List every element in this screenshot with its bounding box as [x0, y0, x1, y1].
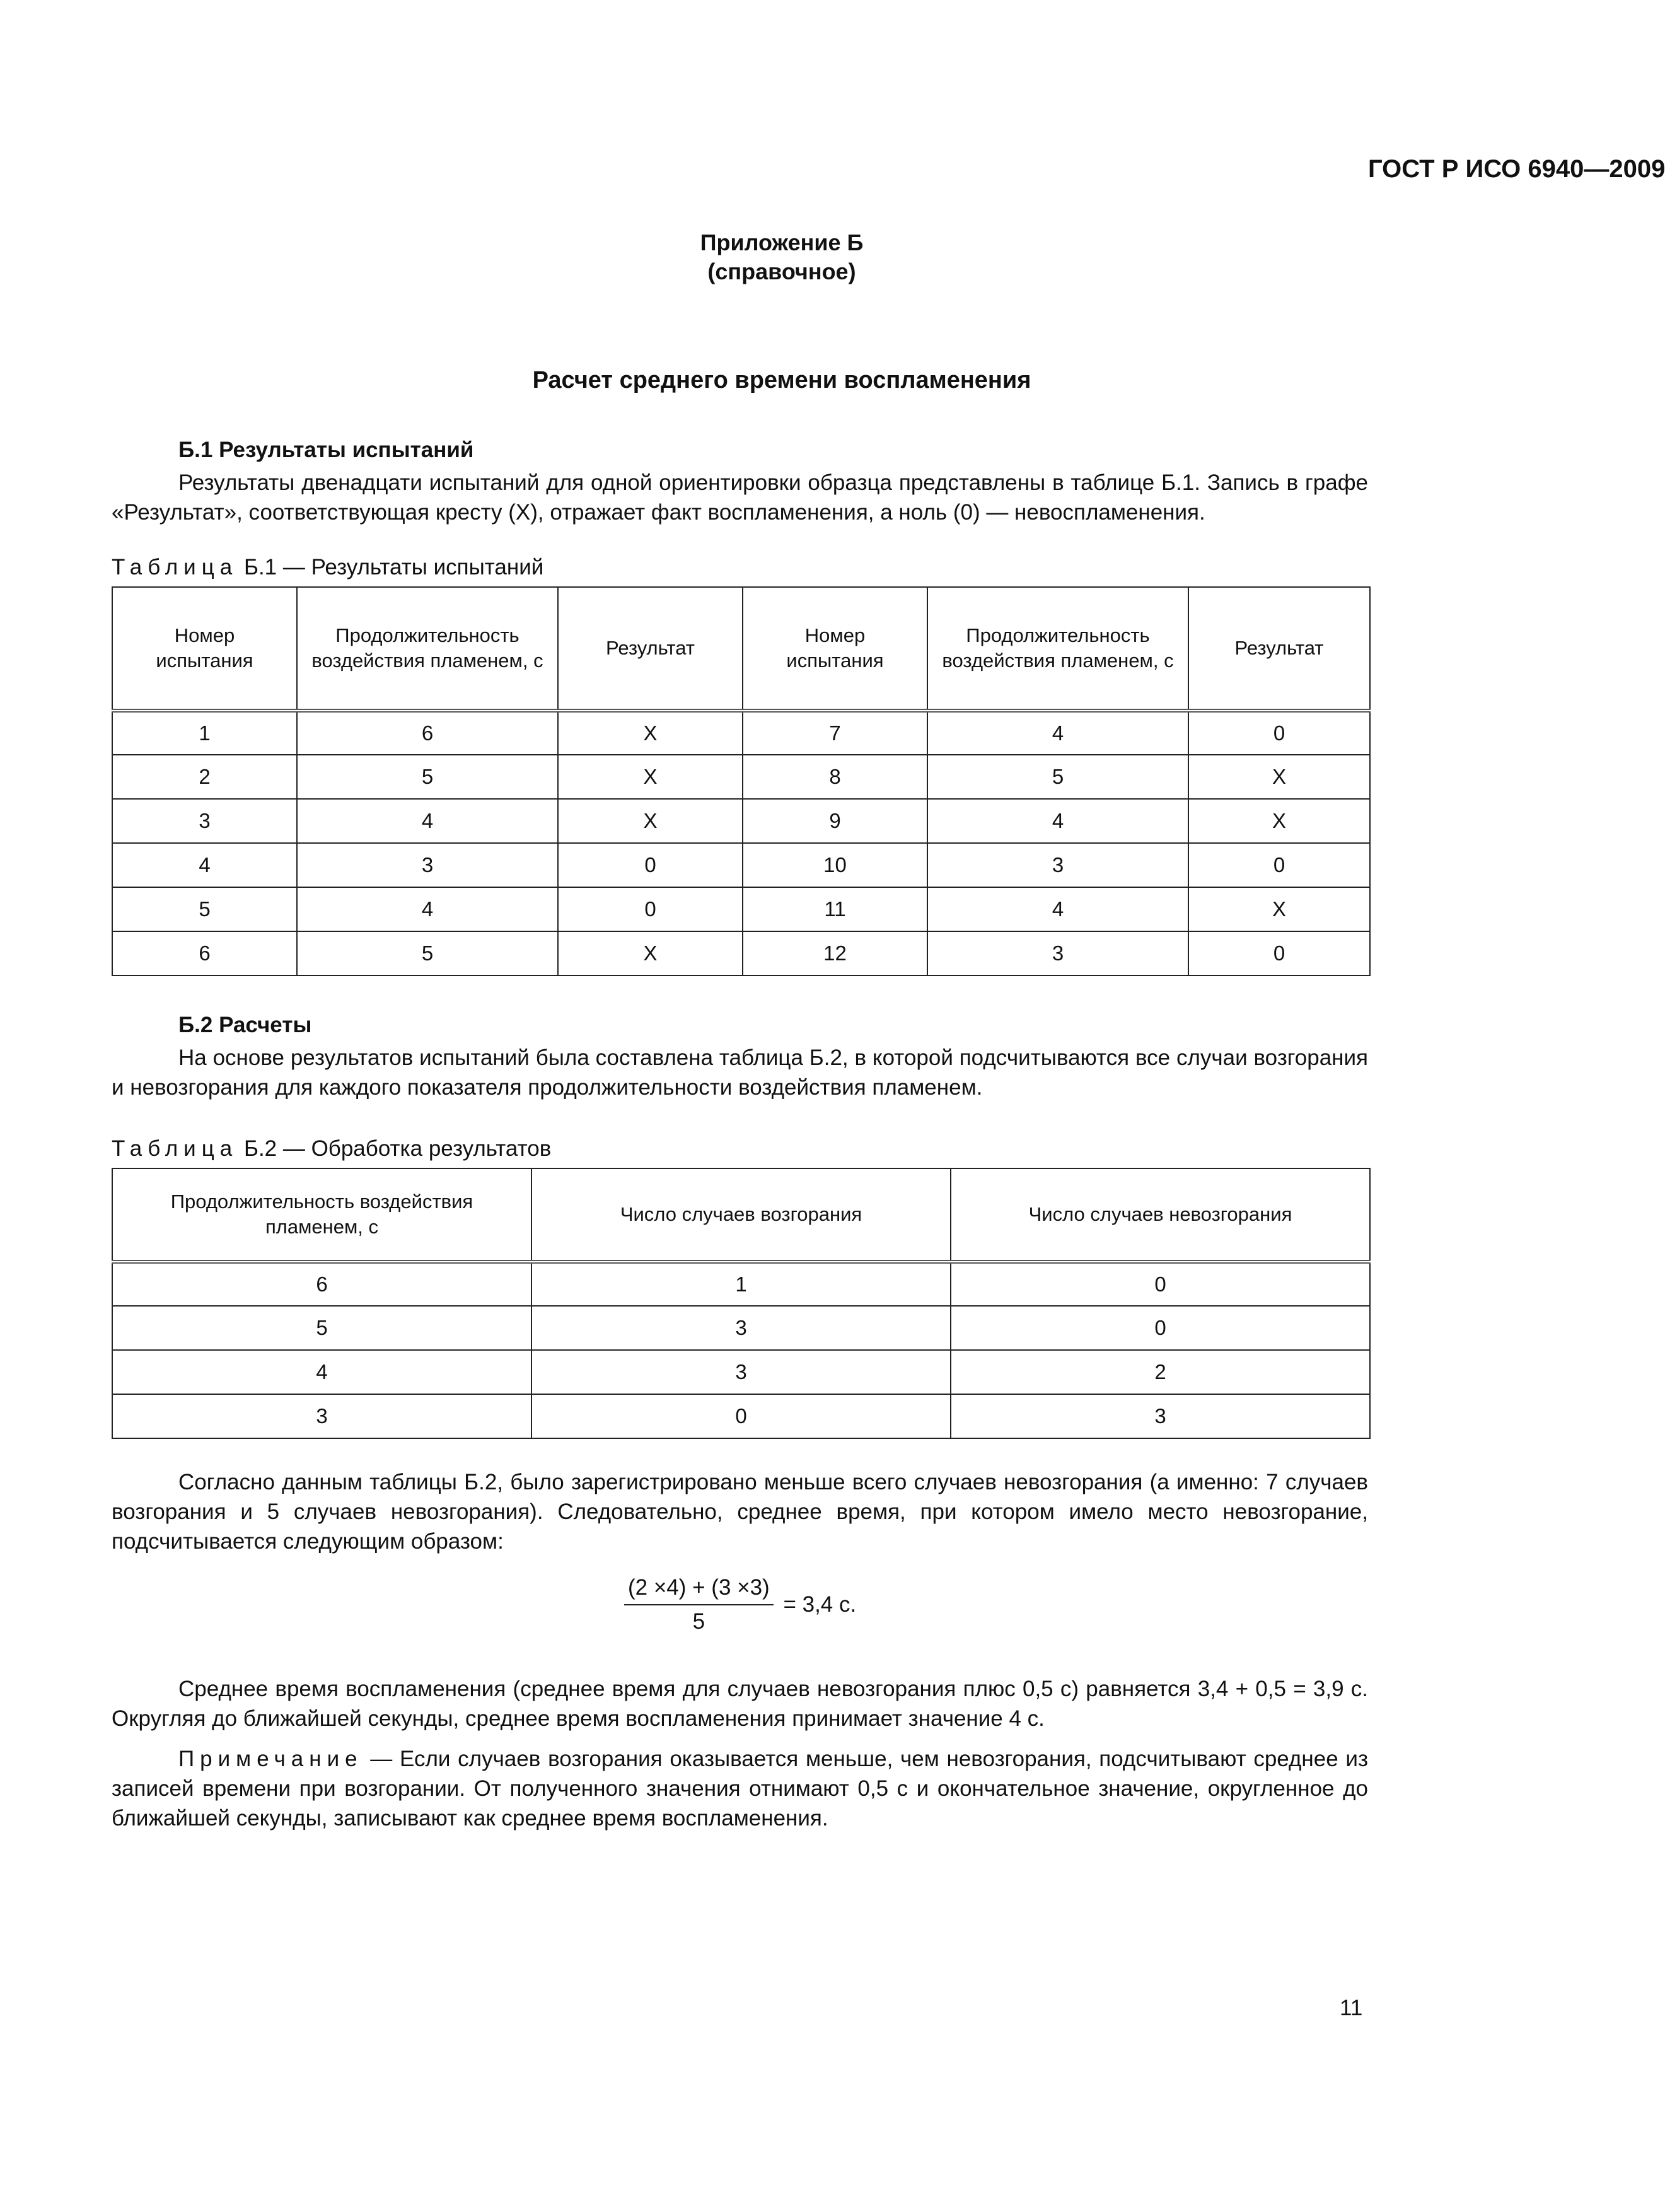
table-cell: 4 — [297, 887, 558, 931]
table-cell: 4 — [112, 843, 297, 887]
table-cell: 0 — [558, 843, 743, 887]
table-cell: 3 — [927, 843, 1188, 887]
table-cell: 4 — [927, 711, 1188, 755]
main-title: Расчет среднего времени воспламенения — [532, 367, 1031, 393]
processing-table — [112, 1168, 1371, 1439]
table-cell: 5 — [297, 931, 558, 975]
section-b2-paragraph: На основе результатов испытаний была составлена таблица Б.2, в которой подсчитываются все случаи возгорания и невозгорания для каждого показателя продолжительности воздействия пламенем. — [112, 1045, 1368, 1100]
column-header: Результат — [558, 587, 743, 711]
table-cell: 4 — [927, 887, 1188, 931]
table-cell: 0 — [951, 1262, 1370, 1306]
table-row — [112, 887, 1370, 931]
table-row — [112, 1394, 1370, 1438]
table-cell: 6 — [112, 931, 297, 975]
formula-denominator: 5 — [692, 1609, 705, 1634]
table-cell: 3 — [951, 1394, 1370, 1438]
table-cell: 9 — [743, 799, 927, 843]
table-row — [112, 843, 1370, 887]
note-label: Примечание — [178, 1747, 363, 1771]
table-cell: X — [558, 799, 743, 843]
table-row — [112, 931, 1370, 975]
table-cell: 7 — [743, 711, 927, 755]
table-cell: 0 — [531, 1394, 951, 1438]
table-header-row — [112, 587, 1370, 711]
formula-numerator: (2 ×4) + (3 ×3) — [624, 1575, 774, 1605]
mean-ignition-paragraph: Среднее время воспламенения (среднее время для случаев невозгорания плюс 0,5 с) равняется 3,4 + 0,5 = 3,9 с. Округляя до ближайшей секунды, среднее время воспламенения принимает значение 4 с. — [112, 1677, 1368, 1731]
column-header: Номер испытания — [743, 587, 927, 711]
column-header: Номер испытания — [112, 587, 297, 711]
table-cell: 11 — [743, 887, 927, 931]
column-header: Результат — [1188, 587, 1370, 711]
table-cell: 3 — [112, 1394, 531, 1438]
column-header: Число случаев невозгорания — [951, 1168, 1370, 1262]
table-cell: 3 — [531, 1350, 951, 1394]
table-cell: 3 — [112, 799, 297, 843]
table-cell: X — [1188, 755, 1370, 799]
conclusion-paragraph: Согласно данным таблицы Б.2, было зарегистрировано меньше всего случаев невозгорания (а именно: 7 случаев возгорания и 5 случаев невозгорания). Следовательно, среднее время, при котором имело место невозгорание, подсчитывается следующим образом: — [112, 1470, 1368, 1554]
table-cell: 1 — [112, 711, 297, 755]
table-cell: 4 — [297, 799, 558, 843]
table-cell: 0 — [558, 887, 743, 931]
annex-subtitle: (справочное) — [707, 259, 856, 284]
table-cell: 5 — [112, 887, 297, 931]
formula-result: = 3,4 с. — [783, 1592, 857, 1617]
results-table — [112, 586, 1371, 976]
table-cell: 6 — [112, 1262, 531, 1306]
note-text: — Если случаев возгорания оказывается меньше, чем невозгорания, подсчитывают среднее из записей времени при возгорании. От полученного значения отнимают 0,5 с и окончательное значение, округленное до ближайшей секунды, записывают как среднее время воспламенения. — [112, 1747, 1368, 1831]
table-cell: 3 — [927, 931, 1188, 975]
column-header: Продолжительность воздействия пламенем, с — [927, 587, 1188, 711]
table1-caption-label: Таблица — [112, 555, 238, 579]
table-row — [112, 755, 1370, 799]
table2-caption — [112, 1136, 551, 1161]
table-cell: 5 — [297, 755, 558, 799]
section-b2-heading: Б.2 Расчеты — [178, 1013, 312, 1037]
column-header: Число случаев возгорания — [531, 1168, 951, 1262]
table-cell: X — [558, 931, 743, 975]
table-cell: 1 — [531, 1262, 951, 1306]
table-cell: 6 — [297, 711, 558, 755]
section-b1-paragraph: Результаты двенадцати испытаний для одной ориентировки образца представлены в таблице Б.1. Запись в графе «Результат», соответствующая кресту (X), отражает факт воспламенения, а ноль (0) — невоспламенения. — [112, 470, 1368, 525]
table-row — [112, 1262, 1370, 1306]
column-header: Продолжительность воздействия пламенем, с — [297, 587, 558, 711]
table-row — [112, 1350, 1370, 1394]
table-cell: 4 — [927, 799, 1188, 843]
table-row — [112, 711, 1370, 755]
table-cell: 3 — [297, 843, 558, 887]
table-cell: 5 — [927, 755, 1188, 799]
note-paragraph — [112, 1744, 1368, 1833]
table2-caption-label: Таблица — [112, 1136, 238, 1161]
table-cell: X — [1188, 887, 1370, 931]
mean-time-formula — [624, 1575, 856, 1634]
table-cell: 0 — [1188, 711, 1370, 755]
table-cell: 3 — [531, 1306, 951, 1350]
table-row — [112, 1306, 1370, 1350]
table-cell: 2 — [951, 1350, 1370, 1394]
table-cell: 4 — [112, 1350, 531, 1394]
section-b1-heading: Б.1 Результаты испытаний — [178, 438, 474, 462]
table-cell: X — [558, 711, 743, 755]
table1-caption — [112, 555, 543, 580]
table-cell: 10 — [743, 843, 927, 887]
annex-title: Приложение Б — [700, 230, 864, 255]
table-cell: 0 — [1188, 931, 1370, 975]
table-cell: 12 — [743, 931, 927, 975]
table-cell: 8 — [743, 755, 927, 799]
table-cell: X — [1188, 799, 1370, 843]
table-cell: 2 — [112, 755, 297, 799]
table-cell: 0 — [1188, 843, 1370, 887]
page-number: 11 — [1340, 1996, 1363, 2020]
table-cell: 5 — [112, 1306, 531, 1350]
table1-caption-text: Б.1 — Результаты испытаний — [243, 555, 544, 579]
table-row — [112, 799, 1370, 843]
table-cell: 0 — [951, 1306, 1370, 1350]
column-header: Продолжительность воздействия пламенем, с — [112, 1168, 531, 1262]
table-cell: X — [558, 755, 743, 799]
formula-fraction — [624, 1575, 774, 1634]
table2-caption-text: Б.2 — Обработка результатов — [243, 1136, 552, 1161]
table-header-row — [112, 1168, 1370, 1262]
